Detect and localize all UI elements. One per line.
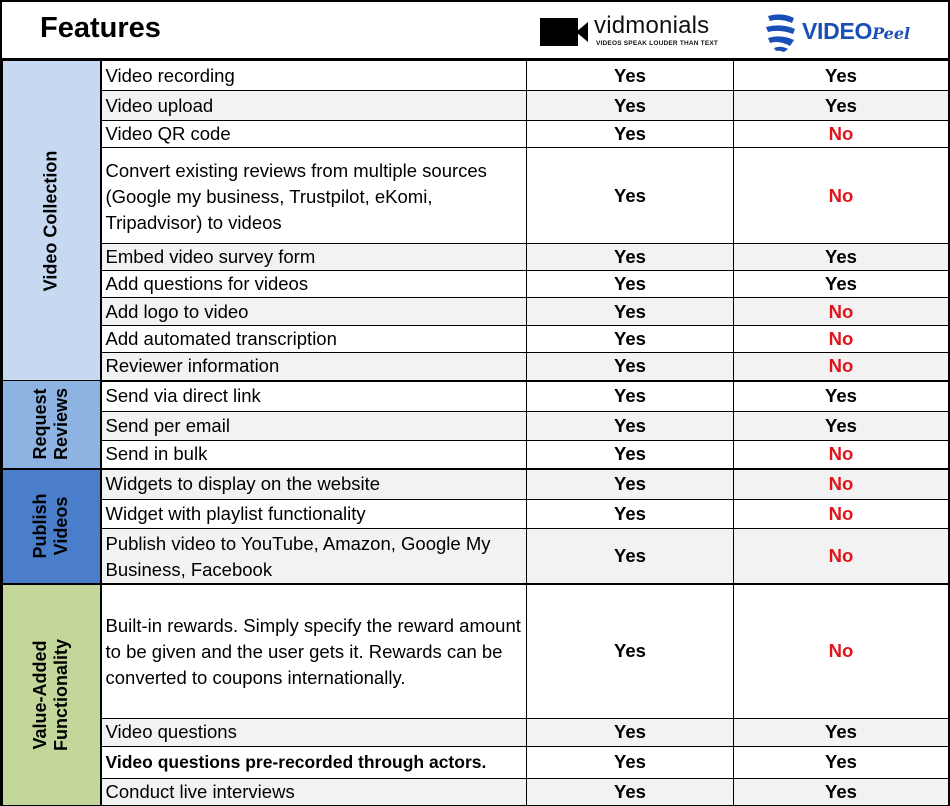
videopeel-value: No bbox=[734, 529, 949, 585]
feature-cell: Add questions for videos bbox=[101, 271, 527, 298]
videopeel-value: Yes bbox=[734, 244, 949, 271]
videopeel-value: No bbox=[734, 326, 949, 353]
section-label: Value-Added Functionality bbox=[30, 638, 72, 751]
feature-cell: Built-in rewards. Simply specify the reward amount to be given and the user gets it. Rewards can be converted to coupons internationally. bbox=[101, 584, 527, 718]
vidmonials-value: Yes bbox=[527, 746, 734, 778]
videopeel-value: Yes bbox=[734, 746, 949, 778]
feature-cell: Send in bulk bbox=[101, 441, 527, 469]
videopeel-value: Yes bbox=[734, 381, 949, 412]
videopeel-value: Yes bbox=[734, 718, 949, 746]
camera-icon bbox=[540, 18, 578, 46]
feature-cell: Publish video to YouTube, Amazon, Google My Business, Facebook bbox=[101, 529, 527, 585]
table-row bbox=[3, 148, 949, 244]
table-row bbox=[3, 298, 949, 326]
table-row bbox=[3, 584, 949, 718]
videopeel-name-main: VIDEO bbox=[802, 18, 873, 44]
vidmonials-value: Yes bbox=[527, 500, 734, 529]
table-row bbox=[3, 441, 949, 469]
vidmonials-tagline: VIDEOS SPEAK LOUDER THAN TEXT bbox=[596, 40, 719, 47]
videopeel-value: No bbox=[734, 353, 949, 381]
feature-cell: Video upload bbox=[101, 91, 527, 121]
vidmonials-value: Yes bbox=[527, 584, 734, 718]
feature-cell: Reviewer information bbox=[101, 353, 527, 381]
section-publish-videos bbox=[3, 469, 101, 585]
videopeel-name bbox=[802, 18, 910, 45]
vidmonials-value: Yes bbox=[527, 469, 734, 500]
feature-cell: Send per email bbox=[101, 412, 527, 441]
feature-cell: Video questions bbox=[101, 718, 527, 746]
section-label: Request Reviews bbox=[30, 388, 72, 461]
section-request-reviews bbox=[3, 381, 101, 469]
vidmonials-value: Yes bbox=[527, 353, 734, 381]
section-video-collection bbox=[3, 61, 101, 381]
table-row bbox=[3, 381, 949, 412]
videopeel-value: No bbox=[734, 500, 949, 529]
videopeel-logo bbox=[764, 12, 944, 52]
table-row bbox=[3, 469, 949, 500]
feature-cell: Widgets to display on the website bbox=[101, 469, 527, 500]
videopeel-value: No bbox=[734, 298, 949, 326]
table-header bbox=[2, 2, 948, 60]
videopeel-value: Yes bbox=[734, 61, 949, 91]
table-row bbox=[3, 244, 949, 271]
videopeel-value: No bbox=[734, 441, 949, 469]
vidmonials-value: Yes bbox=[527, 91, 734, 121]
section-value-added bbox=[3, 584, 101, 805]
feature-cell: Widget with playlist functionality bbox=[101, 500, 527, 529]
vidmonials-value: Yes bbox=[527, 244, 734, 271]
features-heading: Features bbox=[40, 12, 161, 44]
feature-cell: Video recording bbox=[101, 61, 527, 91]
vidmonials-value: Yes bbox=[527, 61, 734, 91]
table-row bbox=[3, 271, 949, 298]
videopeel-value: No bbox=[734, 121, 949, 148]
videopeel-value: Yes bbox=[734, 91, 949, 121]
feature-comparison-table bbox=[2, 60, 949, 806]
vidmonials-value: Yes bbox=[527, 298, 734, 326]
videopeel-swirl-icon bbox=[764, 12, 798, 52]
vidmonials-value: Yes bbox=[527, 778, 734, 805]
videopeel-value: Yes bbox=[734, 778, 949, 805]
vidmonials-value: Yes bbox=[527, 271, 734, 298]
vidmonials-value: Yes bbox=[527, 529, 734, 585]
table-row bbox=[3, 500, 949, 529]
table-row bbox=[3, 778, 949, 805]
vidmonials-value: Yes bbox=[527, 326, 734, 353]
comparison-sheet bbox=[2, 2, 948, 802]
vidmonials-value: Yes bbox=[527, 718, 734, 746]
table-row bbox=[3, 61, 949, 91]
vidmonials-logo bbox=[540, 12, 730, 52]
table-row bbox=[3, 353, 949, 381]
videopeel-value: No bbox=[734, 469, 949, 500]
table-row bbox=[3, 718, 949, 746]
section-label: Publish Videos bbox=[30, 493, 72, 559]
table-row bbox=[3, 326, 949, 353]
videopeel-name-suffix: Peel bbox=[872, 24, 911, 43]
section-label: Video Collection bbox=[40, 150, 61, 291]
feature-cell: Add automated transcription bbox=[101, 326, 527, 353]
table-row bbox=[3, 121, 949, 148]
videopeel-value: Yes bbox=[734, 412, 949, 441]
feature-cell: Video QR code bbox=[101, 121, 527, 148]
feature-cell: Send via direct link bbox=[101, 381, 527, 412]
vidmonials-value: Yes bbox=[527, 121, 734, 148]
table-row bbox=[3, 412, 949, 441]
vidmonials-value: Yes bbox=[527, 412, 734, 441]
videopeel-value: No bbox=[734, 148, 949, 244]
feature-cell: Convert existing reviews from multiple sources (Google my business, Trustpilot, eKomi, Tripadvisor) to videos bbox=[101, 148, 527, 244]
table-row bbox=[3, 529, 949, 585]
videopeel-value: No bbox=[734, 584, 949, 718]
vidmonials-name: vidmonials bbox=[594, 12, 710, 39]
feature-cell: Video questions pre-recorded through actors. bbox=[101, 746, 527, 778]
videopeel-value: Yes bbox=[734, 271, 949, 298]
vidmonials-value: Yes bbox=[527, 381, 734, 412]
table-row bbox=[3, 746, 949, 778]
feature-cell: Add logo to video bbox=[101, 298, 527, 326]
feature-cell: Embed video survey form bbox=[101, 244, 527, 271]
vidmonials-value: Yes bbox=[527, 441, 734, 469]
vidmonials-value: Yes bbox=[527, 148, 734, 244]
feature-cell: Conduct live interviews bbox=[101, 778, 527, 805]
table-row bbox=[3, 91, 949, 121]
camera-lens-icon bbox=[576, 22, 588, 42]
